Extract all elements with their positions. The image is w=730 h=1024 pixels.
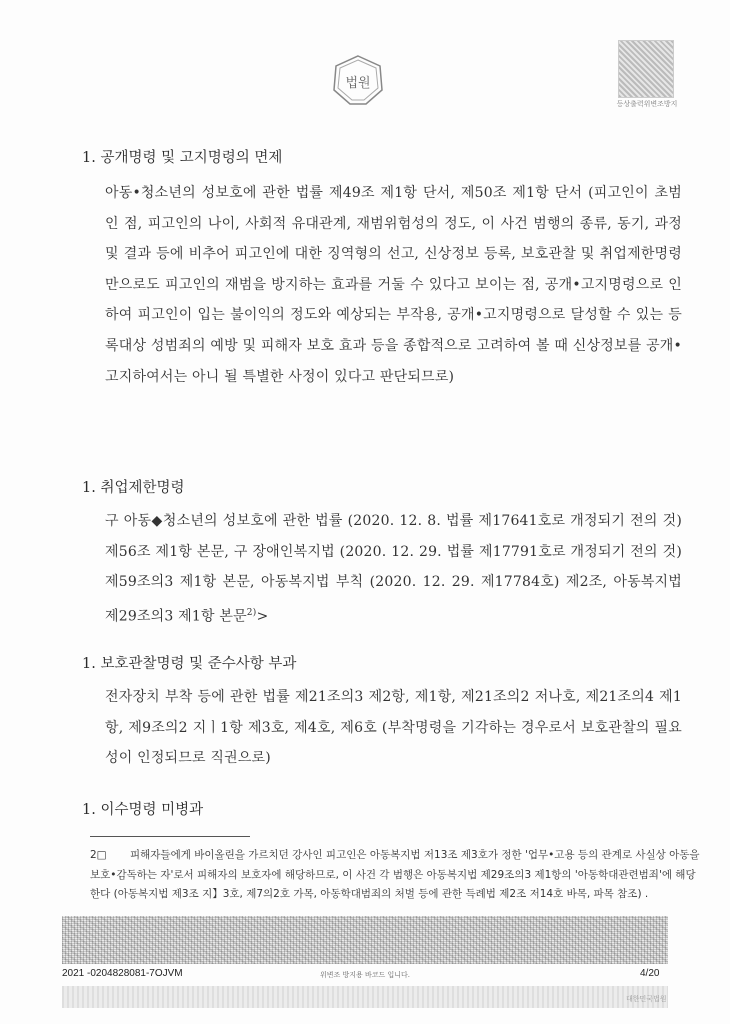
- footnote: [90, 846, 702, 905]
- document-id: 2021 -0204828081-7OJVM: [62, 968, 183, 979]
- emblem-label: 법원: [345, 76, 371, 91]
- footnote-number: 2□: [90, 849, 107, 861]
- court-logo-text: 대한민국법원: [626, 995, 667, 1003]
- section-paragraph: [82, 506, 682, 632]
- section-disclosure-exemption: [82, 148, 682, 385]
- section-probation-order: [82, 654, 682, 767]
- anti-forgery-barcode: [62, 916, 668, 964]
- court-emblem: [330, 52, 386, 108]
- footnote-reference[interactable]: 2): [246, 607, 257, 618]
- paragraph-tail: >: [256, 608, 269, 625]
- section-heading: 1. 공개명령 및 고지명령의 면제: [82, 150, 283, 166]
- anti-forgery-caption: 등상출력위변조방지: [616, 100, 678, 108]
- section-heading: 1. 보호관찰명령 및 준수사항 부과: [82, 656, 297, 672]
- section-completion-order: [82, 800, 682, 826]
- bottom-security-band: [62, 986, 668, 1008]
- barcode-caption: 위변조 방지용 바코드 입니다.: [319, 971, 411, 979]
- anti-forgery-code: [618, 40, 674, 98]
- section-heading: 1. 이수명령 미병과: [82, 802, 204, 818]
- section-employment-restriction: [82, 478, 682, 625]
- section-paragraph: 전자장치 부착 등에 관한 법률 제21조의3 제2항, 제1항, 제21조의2 저나호, 제21조의4 제1항, 제9조의2 지ㅣ1항 제3호, 제4호, 제6호 (부착명령을 기각하는 경우로서 보호관찰의 필요성이 인정되므로 직권으로): [105, 689, 682, 767]
- page-number: 4/20: [640, 968, 660, 979]
- footnote-text: 피해자들에게 바이올린을 가르치던 강사인 피고인은 아동복지법 저13조 제3호가 정한 '업무•고용 등의 관계로 사실상 아동을 보호•감독하는 자'로서 피해자의 보호자에 해당하므로, 이 사건 각 범행은 아동복지법 제29조의3 제1항의 '아동학대관련범죄'에 해당한다 (아동복지법 제3조 지】3호, 제7의2호 가목, 아동학대범죄의 처벌 등에 관한 득례법 제2조 저14호 바목, 파목 참조) .: [90, 849, 700, 900]
- section-paragraph: 아동•청소년의 성보호에 관한 법률 제49조 제1항 단서, 제50조 제1항 단서 (피고인이 초범인 점, 피고인의 나이, 사회적 유대관계, 재범위험성의 정도, 이 사건 범행의 종류, 동기, 과정 및 결과 등에 비추어 피고인에 대한 징역형의 선고, 신상정보 등록, 보호관찰 및 취업제한명령만으로도 피고인의 재범을 방지하는 효과를 거둘 수 있다고 보이는 점, 공개•고지명령으로 인하여 피고인이 입는 불이익의 정도와 예상되는 부작용, 공개•고지명령으로 달성할 수 있는 등록대상 성범죄의 예방 및 피해자 보호 효과 등을 종합적으로 고려하여 볼 때 신상정보를 공개•고지하여서는 아니 될 특별한 사정이 있다고 판단되므로): [105, 185, 682, 385]
- section-paragraph-text: 구 아동◆청소년의 성보호에 관한 법률 (2020. 12. 8. 법률 제17641호로 개정되기 전의 것) 제56조 제1항 본문, 구 장애인복지법 (2020. 12. 29. 법률 제17791호로 개정되기 전의 것) 제59조의3 제1항 본문, 아동복지법 부칙 (2020. 12. 29. 제17784호) 제2조, 아동복지법 제29조의3 제1항 본문: [105, 513, 682, 625]
- footnote-divider: [90, 836, 250, 837]
- section-heading: 1. 취업제한명령: [82, 480, 185, 496]
